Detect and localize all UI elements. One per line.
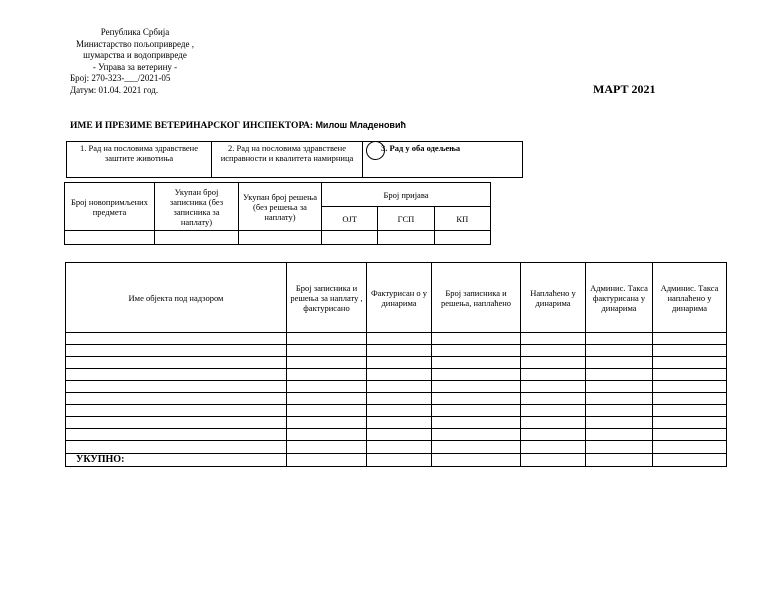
header-ojt: ОЈТ: [322, 207, 378, 231]
cell-empty[interactable]: [367, 381, 432, 393]
header-new-cases: Број новопримљених предмета: [65, 183, 155, 231]
inspector-name: Милош Младеновић: [315, 120, 406, 130]
cell-empty[interactable]: [66, 429, 287, 441]
cell-empty[interactable]: [653, 369, 727, 381]
cell-empty[interactable]: [653, 441, 727, 454]
inspector-label: ИМЕ И ПРЕЗИМЕ ВЕТЕРИНАРСКОГ ИНСПЕКТОРА:: [70, 121, 314, 131]
cell-empty[interactable]: [432, 405, 521, 417]
cell-empty[interactable]: [378, 231, 434, 245]
stats-table: [64, 182, 491, 245]
cell-empty[interactable]: [432, 417, 521, 429]
cell-empty[interactable]: [653, 333, 727, 345]
cell-empty[interactable]: [653, 429, 727, 441]
cell-empty[interactable]: [155, 231, 239, 245]
cell-empty[interactable]: [287, 454, 367, 467]
cell-empty[interactable]: [586, 417, 653, 429]
cell-empty[interactable]: [287, 393, 367, 405]
cell-empty[interactable]: [586, 357, 653, 369]
header-line-republic: Република Србија: [100, 27, 170, 37]
header-invoiced-dinars: Фактурисан о у динарима: [367, 263, 432, 333]
cell-empty[interactable]: [432, 393, 521, 405]
cell-empty[interactable]: [367, 357, 432, 369]
cell-empty[interactable]: [287, 417, 367, 429]
work-type-animal-health: 1. Рад на пословима здравствене заштите животиња: [67, 142, 212, 178]
cell-empty[interactable]: [653, 417, 727, 429]
work-type-both: 3. Рад у оба одељења: [363, 142, 523, 178]
header-line-forestry: шумарства и водопривреде: [83, 50, 187, 60]
cell-empty[interactable]: [521, 405, 586, 417]
cell-empty[interactable]: [239, 231, 322, 245]
header-line-directorate: - Управа за ветерину -: [92, 61, 178, 72]
document-number: Број: 270-323-___/2021-05: [70, 73, 171, 83]
cell-empty[interactable]: [367, 417, 432, 429]
cell-empty[interactable]: [586, 441, 653, 454]
header-total-decisions: Укупан број решења (без решења за наплату): [239, 183, 322, 231]
header-admin-tax-paid: Админис. Такса наплаћено у динарима: [653, 263, 727, 333]
cell-empty[interactable]: [432, 441, 521, 454]
cell-empty[interactable]: [586, 393, 653, 405]
cell-empty[interactable]: [287, 333, 367, 345]
cell-empty[interactable]: [653, 405, 727, 417]
table-row: [66, 429, 727, 441]
document-header: [60, 27, 210, 96]
header-object-name: Име објекта под надзором: [66, 263, 287, 333]
cell-empty[interactable]: [521, 417, 586, 429]
cell-empty[interactable]: [287, 405, 367, 417]
cell-empty[interactable]: [287, 357, 367, 369]
total-label: УКУПНО:: [66, 454, 287, 467]
table-row: [66, 393, 727, 405]
header-gsp: ГСП: [378, 207, 434, 231]
cell-empty[interactable]: [586, 405, 653, 417]
cell-empty[interactable]: [287, 429, 367, 441]
cell-empty[interactable]: [521, 441, 586, 454]
inspector-line: [70, 120, 406, 131]
cell-empty[interactable]: [432, 381, 521, 393]
cell-empty[interactable]: [521, 381, 586, 393]
header-records-paid: Број записника и решења, наплаћено: [432, 263, 521, 333]
cell-empty[interactable]: [65, 231, 155, 245]
cell-empty[interactable]: [287, 345, 367, 357]
cell-empty[interactable]: [521, 345, 586, 357]
work-type-food-safety: 2. Рад на пословима здравствене исправности и квалитета намирница: [212, 142, 363, 178]
report-month: МАРТ 2021: [593, 82, 656, 96]
cell-empty[interactable]: [367, 454, 432, 467]
cell-empty[interactable]: [653, 381, 727, 393]
table-row: [66, 345, 727, 357]
header-reports: Број пријава: [322, 183, 491, 207]
table-row: [66, 333, 727, 345]
cell-empty[interactable]: [432, 369, 521, 381]
header-total-records: Укупан број записника (без записника за наплату): [155, 183, 239, 231]
cell-empty[interactable]: [521, 333, 586, 345]
cell-empty[interactable]: [66, 417, 287, 429]
objects-table: [65, 262, 727, 467]
cell-empty[interactable]: [586, 333, 653, 345]
document-date: Датум: 01.04. 2021 год.: [70, 84, 159, 95]
header-paid-dinars: Наплаћено у динарима: [521, 263, 586, 333]
cell-empty[interactable]: [287, 369, 367, 381]
cell-empty[interactable]: [367, 393, 432, 405]
cell-empty[interactable]: [521, 429, 586, 441]
cell-empty[interactable]: [432, 345, 521, 357]
cell-empty[interactable]: [367, 441, 432, 454]
cell-empty[interactable]: [66, 441, 287, 454]
table-row: [66, 369, 727, 381]
cell-empty[interactable]: [521, 454, 586, 467]
cell-empty[interactable]: [586, 369, 653, 381]
total-row: [66, 454, 727, 467]
table-row: [66, 441, 727, 454]
cell-empty[interactable]: [653, 393, 727, 405]
cell-empty[interactable]: [367, 429, 432, 441]
cell-empty[interactable]: [287, 441, 367, 454]
cell-empty[interactable]: [653, 357, 727, 369]
cell-empty[interactable]: [367, 345, 432, 357]
cell-empty[interactable]: [66, 345, 287, 357]
cell-empty[interactable]: [367, 333, 432, 345]
cell-empty[interactable]: [367, 369, 432, 381]
cell-empty[interactable]: [434, 231, 490, 245]
header-records-invoiced: Број записника и решења за наплату , фактурисано: [287, 263, 367, 333]
cell-empty[interactable]: [432, 357, 521, 369]
cell-empty[interactable]: [287, 381, 367, 393]
cell-empty[interactable]: [432, 333, 521, 345]
header-line-ministry: Министарство пољопривреде ,: [75, 38, 195, 49]
selection-circle: [366, 141, 385, 160]
header-kp: КП: [434, 207, 490, 231]
table-row: [66, 381, 727, 393]
cell-empty[interactable]: [66, 381, 287, 393]
table-row: [66, 405, 727, 417]
work-type-table: [66, 141, 523, 178]
table-row: [66, 357, 727, 369]
cell-empty[interactable]: [586, 429, 653, 441]
cell-empty[interactable]: [66, 369, 287, 381]
cell-empty[interactable]: [322, 231, 378, 245]
cell-empty[interactable]: [521, 393, 586, 405]
cell-empty[interactable]: [586, 345, 653, 357]
header-admin-tax-invoiced: Админис. Такса фактурисана у динарима: [586, 263, 653, 333]
cell-empty[interactable]: [66, 405, 287, 417]
table-row: [66, 417, 727, 429]
cell-empty[interactable]: [432, 454, 521, 467]
cell-empty[interactable]: [521, 369, 586, 381]
cell-empty[interactable]: [653, 345, 727, 357]
cell-empty[interactable]: [367, 405, 432, 417]
cell-empty[interactable]: [66, 357, 287, 369]
cell-empty[interactable]: [653, 454, 727, 467]
cell-empty[interactable]: [586, 454, 653, 467]
cell-empty[interactable]: [66, 333, 287, 345]
cell-empty[interactable]: [586, 381, 653, 393]
cell-empty[interactable]: [521, 357, 586, 369]
cell-empty[interactable]: [66, 393, 287, 405]
cell-empty[interactable]: [432, 429, 521, 441]
